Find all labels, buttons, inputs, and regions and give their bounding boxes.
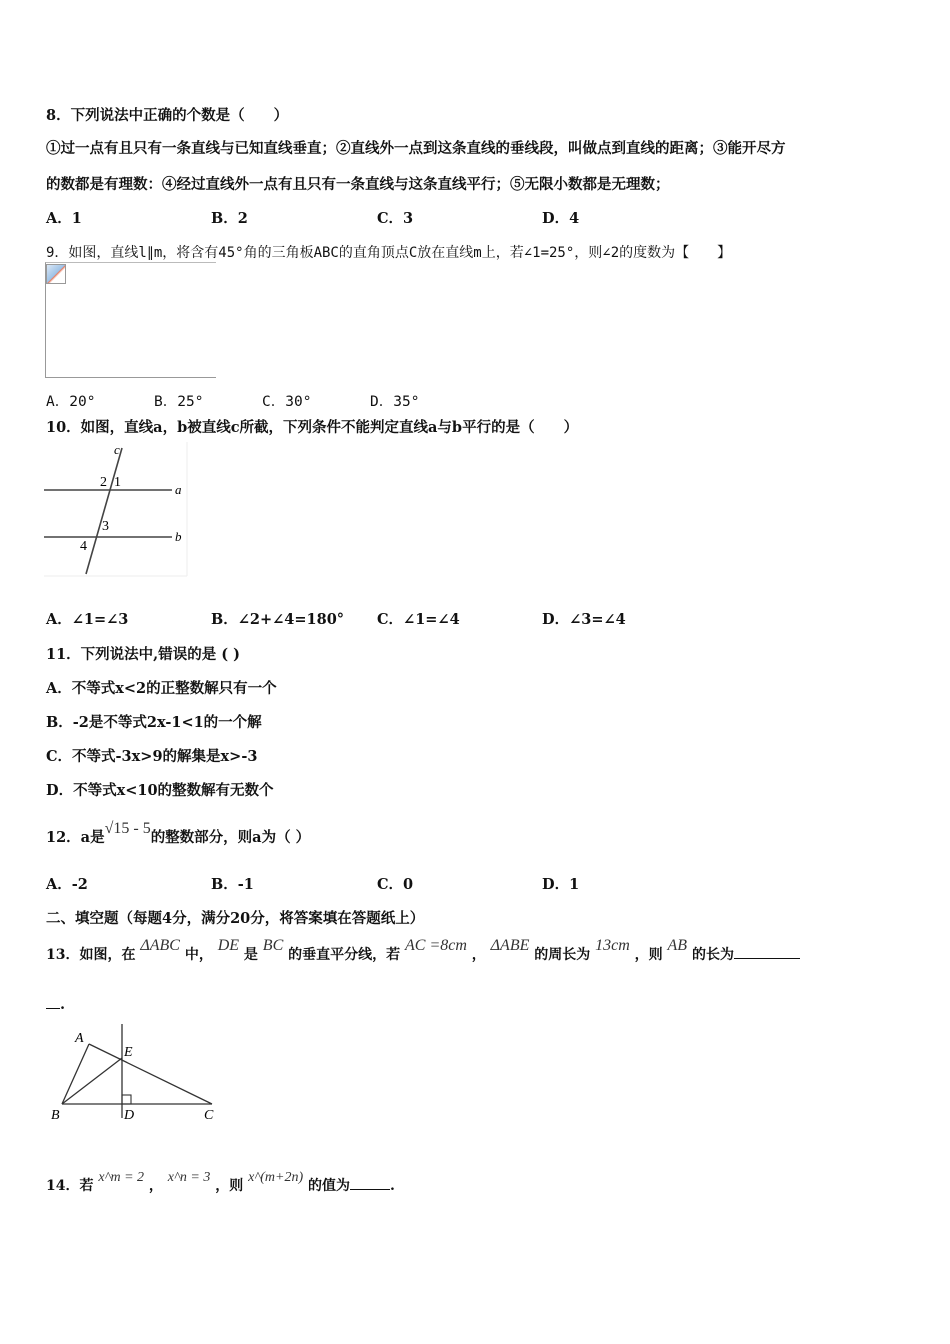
label-2: 2	[100, 475, 107, 490]
q13-text-7: ，则	[634, 947, 663, 963]
q8-statement-line2: 的数都是有理数：④经过直线外一点有且只有一条直线与这条直线平行；⑤无限小数都是无理数；	[46, 176, 670, 193]
q12-option-a: A．-2	[46, 876, 88, 893]
q13-period: .	[60, 996, 66, 1013]
label-C: C	[204, 1108, 214, 1123]
q11-stem: 11．下列说法中,错误的是 ( )	[46, 646, 241, 663]
q13-math-13cm: 13cm	[595, 937, 630, 954]
q12-stem	[46, 820, 311, 847]
q10-option-c: C．∠1=∠4	[377, 611, 460, 628]
q14-math-x-power: x^(m+2n)	[248, 1170, 304, 1185]
label-A: A	[75, 1031, 84, 1046]
q9-option-d: D．35°	[370, 394, 420, 410]
q12-radical: √15 - 5	[104, 820, 151, 837]
q13-math-triangle-abc: ΔABC	[140, 937, 180, 954]
q12-suffix: 的整数部分，则a为（ ）	[150, 829, 311, 846]
q8-statement-line1: ①过一点有且只有一条直线与已知直线垂直；②直线外一点到这条直线的垂线段，叫做点到直线的距离；③能开尽方	[46, 140, 786, 157]
q9-stem: 9．如图，直线l∥m，将含有45°角的三角板ABC的直角顶点C放在直线m上，若∠1=25°，则∠2的度数为【 】	[46, 245, 732, 261]
q13-answer-blank-tail	[46, 1008, 60, 1009]
q13-answer-blank[interactable]	[734, 958, 800, 959]
label-B: B	[51, 1108, 60, 1123]
q9-option-c: C．30°	[262, 394, 312, 410]
label-b: b	[175, 529, 182, 544]
q10-figure	[44, 442, 188, 578]
q13-math-triangle-abe: ΔABE	[490, 937, 530, 954]
q14-text-4: 的值为	[308, 1178, 351, 1194]
section-2-heading: 二、填空题（每题4分，满分20分，将答案填在答题纸上）	[46, 910, 425, 927]
label-a: a	[175, 482, 182, 497]
q13-math-ac: AC =8cm	[405, 937, 467, 954]
q8-stem: 8．下列说法中正确的个数是（ ）	[46, 107, 289, 124]
q14-text-1: 14．若	[46, 1178, 94, 1194]
q13-math-bc: BC	[262, 937, 284, 954]
q13-text-6: 的周长为	[534, 947, 591, 963]
q13-stem	[46, 937, 800, 964]
q12-option-d: D．1	[542, 876, 580, 893]
q8-option-c: C．3	[377, 210, 414, 227]
q13-math-de: DE	[217, 937, 240, 954]
q9-option-b: B．25°	[154, 394, 204, 410]
q11-option-b: B．-2是不等式2x-1<1的一个解	[46, 714, 262, 731]
line-c	[86, 448, 122, 574]
q14-text-3: ，则	[215, 1178, 244, 1194]
q14-period: .	[390, 1178, 395, 1194]
q9-option-a: A．20°	[46, 394, 96, 410]
label-4: 4	[80, 539, 87, 554]
label-1: 1	[114, 475, 121, 490]
q13-text-1: 13．如图，在	[46, 947, 136, 963]
q14-math-xm: x^m = 2	[98, 1170, 145, 1185]
q12-option-c: C．0	[377, 876, 414, 893]
q13-text-4: 的垂直平分线，若	[288, 947, 401, 963]
q8-option-b: B．2	[211, 210, 248, 227]
segment-ab	[62, 1044, 89, 1104]
q13-text-8: 的长为	[691, 947, 734, 963]
q10-option-a: A．∠1=∠3	[46, 611, 129, 628]
q11-option-d: D．不等式x<10的整数解有无数个	[46, 782, 274, 799]
segment-be	[62, 1058, 122, 1104]
q8-option-d: D．4	[542, 210, 580, 227]
q14-stem	[46, 1170, 395, 1195]
q10-option-d: D．∠3=∠4	[542, 611, 626, 628]
right-angle-mark	[122, 1095, 131, 1104]
q8-option-a: A．1	[46, 210, 82, 227]
q11-option-c: C．不等式-3x>9的解集是x>-3	[46, 748, 258, 765]
label-3: 3	[102, 519, 109, 534]
q11-option-a: A．不等式x<2的正整数解只有一个	[46, 680, 277, 697]
q13-blank-continuation	[46, 996, 65, 1013]
q13-math-ab: AB	[667, 937, 688, 954]
q9-figure-placeholder	[45, 262, 216, 378]
q12-option-b: B．-1	[211, 876, 254, 893]
q10-option-b: B．∠2+∠4=180°	[211, 611, 345, 628]
q13-figure	[44, 1020, 224, 1126]
q13-text-3: 是	[243, 947, 258, 963]
label-E: E	[124, 1045, 133, 1060]
broken-image-icon	[46, 264, 66, 284]
label-c: c	[114, 442, 120, 457]
q13-text-2: 中，	[184, 947, 213, 963]
label-D: D	[124, 1108, 135, 1123]
q14-answer-blank[interactable]	[350, 1189, 390, 1190]
q13-text-5: ，	[471, 947, 486, 963]
segment-ac	[89, 1044, 212, 1104]
q12-prefix: 12．a是	[46, 829, 105, 846]
q10-stem: 10．如图，直线a，b被直线c所截，下列条件不能判定直线a与b平行的是（ ）	[46, 419, 579, 436]
q14-text-2: ，	[148, 1178, 163, 1194]
q14-math-xn: x^n = 3	[167, 1170, 211, 1185]
